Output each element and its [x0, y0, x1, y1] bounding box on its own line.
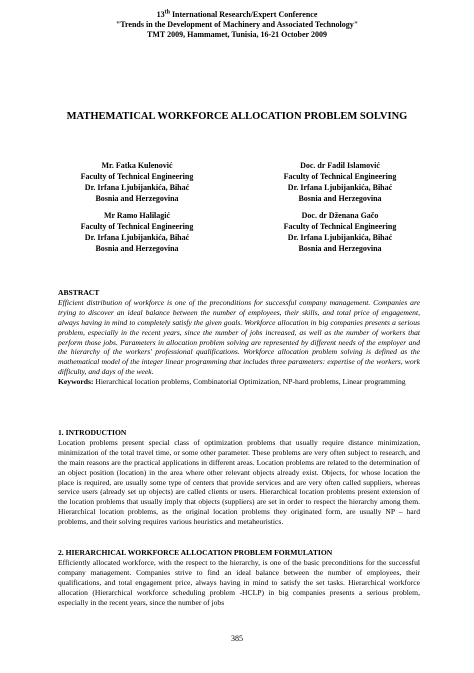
section-heading: 1. INTRODUCTION: [58, 428, 127, 437]
section-heading: 2. HIERARCHICAL WORKFORCE ALLOCATION PROBLEM FORMULATION: [58, 548, 333, 557]
section-formulation: [58, 548, 420, 607]
keywords-line: [58, 377, 420, 387]
author-faculty: Faculty of Technical Engineering: [80, 222, 194, 231]
conference-line-2: "Trends in the Development of Machinery and Associated Technology": [115, 20, 359, 29]
keywords-label: Keywords:: [58, 377, 94, 387]
author-country: Bosnia and Herzegovina: [95, 244, 179, 253]
author-faculty: Faculty of Technical Engineering: [283, 172, 397, 181]
author-address: Dr. Irfana Ljubijankića, Bihać: [287, 183, 393, 192]
conference-line-1: 13th International Research/Expert Conference: [156, 9, 318, 19]
author-address: Dr. Irfana Ljubijankića, Bihać: [287, 233, 393, 242]
abstract-section: [58, 288, 420, 387]
author-block-4: [245, 210, 435, 254]
author-block-2: [245, 160, 435, 204]
section-text: Location problems present special class of optimization problems that usually require distance minimization, minimization of the total travel time, or some other parameter. These problems are very often subject to research, and the main reasons are the practical applications in different areas. Location problems are related to the determination of an object position (location) in the area where other relevant objects already exist. Objects, for whose location the place is required, are usually some type of centers that provide services and are very often called suppliers, whereas service users (already set up objects) are called clients or users. Hierarchical location problems present extension of the location problems that usually imply that objects (suppliers) are set in order to respect the hierarchy among them. Hierarchical location problems, as the original location problems they originated form, are usually NP – hard problems, and their solving requires various heuristics and metaheuristics.: [58, 437, 420, 527]
author-faculty: Faculty of Technical Engineering: [80, 172, 194, 181]
author-faculty: Faculty of Technical Engineering: [283, 222, 397, 231]
author-country: Bosnia and Herzegovina: [95, 194, 179, 203]
author-country: Bosnia and Herzegovina: [298, 194, 382, 203]
author-country: Bosnia and Herzegovina: [298, 244, 382, 253]
paper-title: MATHEMATICAL WORKFORCE ALLOCATION PROBLEM SOLVING: [66, 111, 408, 122]
conference-header: [0, 10, 474, 40]
conference-line-3: TMT 2009, Hammamet, Tunisia, 16-21 October 2009: [147, 30, 327, 39]
author-block-1: [42, 160, 232, 204]
author-name: Mr Ramo Halilagić: [103, 211, 171, 220]
author-name: Doc. dr Dženana Gačo: [301, 211, 379, 220]
author-address: Dr. Irfana Ljubijankića, Bihać: [84, 233, 190, 242]
abstract-heading: ABSTRACT: [58, 288, 100, 297]
author-block-3: [42, 210, 232, 254]
section-text: Efficiently allocated workforce, with the respect to the hierarchy, is one of the basic preconditions for the successful company management. Companies strive to find an ideal balance between the number of employees, their qualifications, and total engagement price, always having in mind to satisfy the set tasks. Hierarchical workforce allocation (Hierarchical workforce scheduling problem -HCLP) in big companies presents a serious problem, especially in the recent years, since the number of jobs: [58, 557, 420, 607]
author-address: Dr. Irfana Ljubijankića, Bihać: [84, 183, 190, 192]
abstract-text: Efficient distribution of workforce is one of the preconditions for successful company management. Companies are trying to discover an ideal balance between the number of employees, their skills, and total price of engagement, always having in mind to completely satisfy the given goals. Workforce allocation in big companies presents a serious problem, especially in the recent years, since the number of jobs increased, as well as the number of workers that perform those jobs. Parameters in allocation problem solving are represented by different needs of the employer and the hierarchy of the workers' professional qualifications. Workforce allocation problem solving is defined as the mathematical model of the integer linear programming that includes three parameters: expertise of the workers, work difficulty, and days of the week.: [58, 297, 420, 377]
page-number: 385: [231, 634, 243, 643]
author-name: Mr. Fatka Kulenović: [101, 161, 173, 170]
section-introduction: [58, 428, 420, 527]
author-name: Doc. dr Fadil Islamović: [300, 161, 380, 170]
keywords-text: Hierarchical location problems, Combinatorial Optimization, NP-hard problems, Linear programming: [93, 377, 406, 387]
